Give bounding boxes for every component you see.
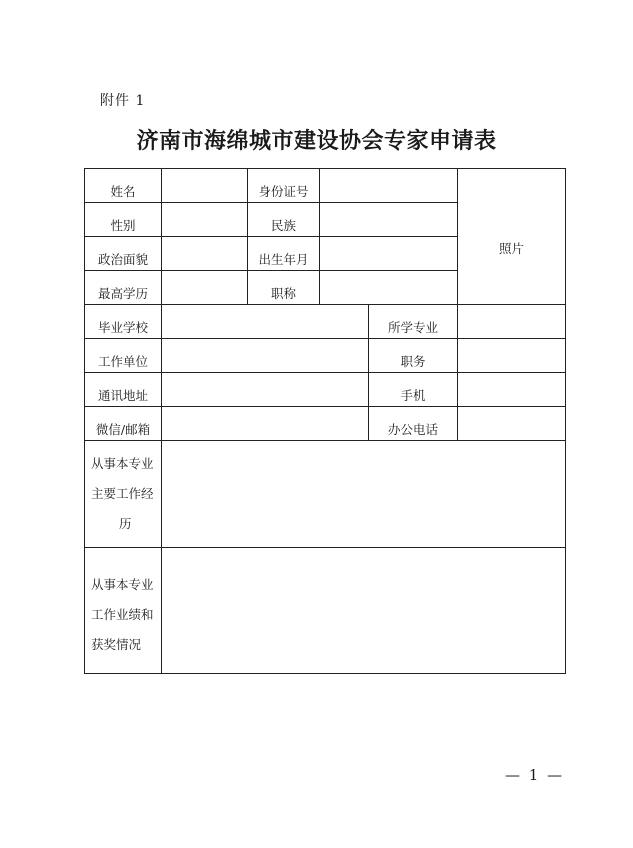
birth-date-field[interactable] <box>320 237 458 271</box>
political-status-label: 政治面貌 <box>85 237 162 271</box>
school-label: 毕业学校 <box>85 305 162 339</box>
education-label: 最高学历 <box>85 271 162 305</box>
achievements-label-line-3: 获奖情况 <box>91 637 142 652</box>
ethnicity-field[interactable] <box>320 203 458 237</box>
position-field[interactable] <box>458 339 566 373</box>
achievements-label-line-1: 从事本专业 <box>91 577 154 592</box>
form-row-wechat <box>85 407 566 441</box>
attachment-label: 附件 1 <box>100 93 146 109</box>
photo-cell[interactable] <box>458 169 566 305</box>
page-number: — 1 — <box>505 766 565 784</box>
mobile-field[interactable] <box>458 373 566 407</box>
major-field[interactable] <box>458 305 566 339</box>
id-number-field[interactable] <box>320 169 458 203</box>
professional-title-field[interactable] <box>320 271 458 305</box>
form-row-name <box>85 169 566 203</box>
form-row-address <box>85 373 566 407</box>
page-title: 济南市海绵城市建设协会专家申请表 <box>136 128 497 154</box>
major-label: 所学专业 <box>369 305 458 339</box>
id-number-label: 身份证号 <box>248 169 320 203</box>
form-row-employer <box>85 339 566 373</box>
photo-label: 照片 <box>498 241 524 256</box>
position-label: 职务 <box>369 339 458 373</box>
achievements-label-line-2: 工作业绩和 <box>91 607 154 622</box>
form-row-school <box>85 305 566 339</box>
employer-label: 工作单位 <box>85 339 162 373</box>
experience-label-line-1: 从事本专业 <box>91 456 154 471</box>
professional-title-label: 职称 <box>248 271 320 305</box>
education-field[interactable] <box>162 271 248 305</box>
experience-field[interactable] <box>162 441 566 548</box>
form-row-achievements <box>85 548 566 674</box>
wechat-email-label: 微信/邮箱 <box>85 407 162 441</box>
birth-date-label: 出生年月 <box>248 237 320 271</box>
gender-field[interactable] <box>162 203 248 237</box>
employer-field[interactable] <box>162 339 369 373</box>
name-label: 姓名 <box>85 169 162 203</box>
political-status-field[interactable] <box>162 237 248 271</box>
office-phone-label: 办公电话 <box>369 407 458 441</box>
address-field[interactable] <box>162 373 369 407</box>
achievements-label <box>85 548 162 674</box>
ethnicity-label: 民族 <box>248 203 320 237</box>
experience-label <box>85 441 162 548</box>
name-field[interactable] <box>162 169 248 203</box>
office-phone-field[interactable] <box>458 407 566 441</box>
school-field[interactable] <box>162 305 369 339</box>
form-row-experience <box>85 441 566 548</box>
achievements-field[interactable] <box>162 548 566 674</box>
gender-label: 性别 <box>85 203 162 237</box>
experience-label-line-3: 历 <box>119 516 132 531</box>
application-form <box>84 168 566 674</box>
experience-label-line-2: 主要工作经 <box>91 486 154 501</box>
mobile-label: 手机 <box>369 373 458 407</box>
wechat-email-field[interactable] <box>162 407 369 441</box>
address-label: 通讯地址 <box>85 373 162 407</box>
